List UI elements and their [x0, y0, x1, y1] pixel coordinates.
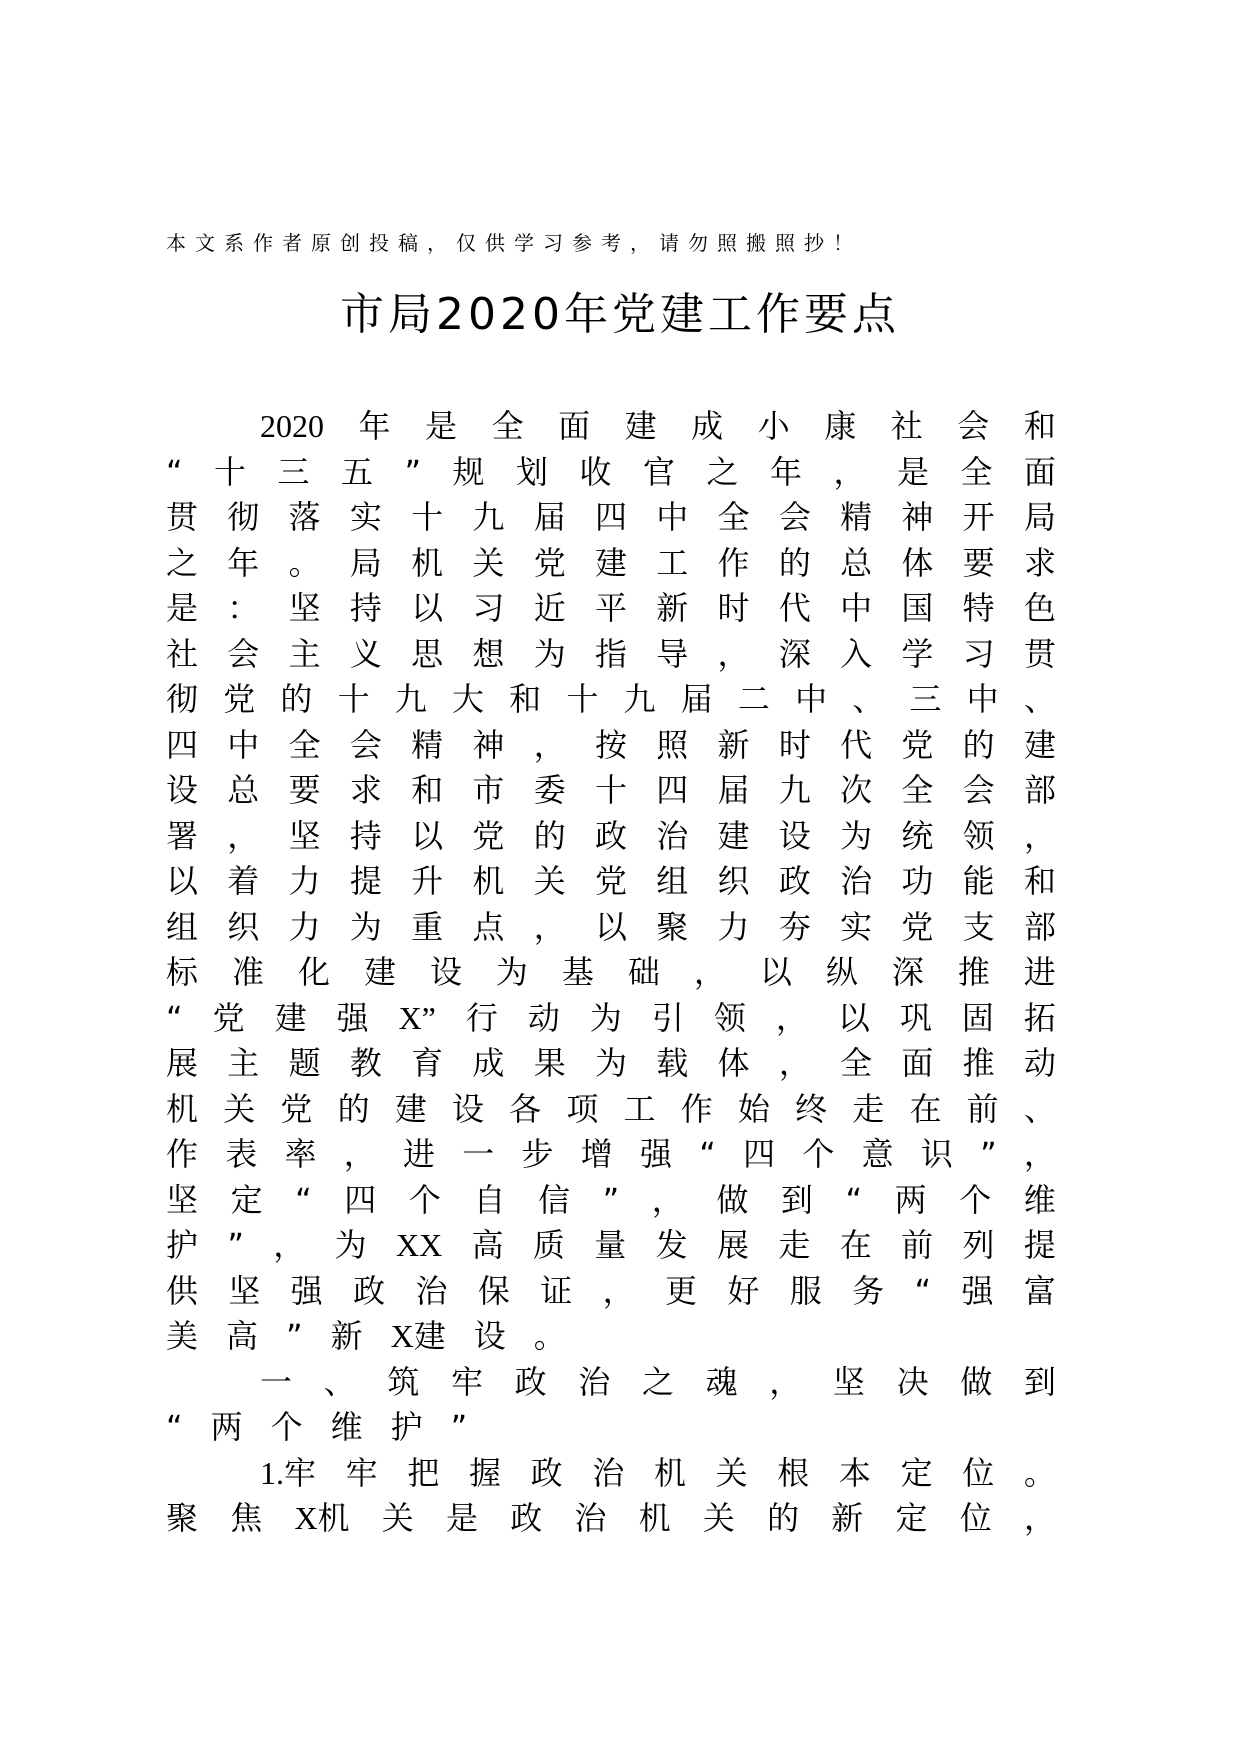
body-line: 坚 定 “ 四 个 自 信 ” ， 做 到 “ 两 个 维	[166, 1180, 1056, 1219]
body-line: 之 年 。 局 机 关 党 建 工 作 的 总 体 要 求	[166, 543, 1056, 582]
copyright-notice: 本文系作者原创投稿，仅供学习参考，请勿照搬照抄！	[166, 231, 862, 255]
body-line: 社 会 主 义 思 想 为 指 导 ， 深 入 学 习 贯	[166, 634, 1056, 673]
document-body	[166, 404, 1056, 1542]
body-line: 以 着 力 提 升 机 关 党 组 织 政 治 功 能 和	[166, 862, 1056, 900]
body-line: 美 高 ” 新 X建 设 。	[166, 1317, 566, 1355]
body-line: 是 ： 坚 持 以 习 近 平 新 时 代 中 国 特 色	[166, 589, 1056, 627]
body-line: 机 关 党 的 建 设 各 项 工 作 始 终 走 在 前 、	[166, 1089, 1056, 1128]
body-line: 供 坚 强 政 治 保 证 ， 更 好 服 务 “ 强 富	[166, 1271, 1056, 1310]
body-line: 标 准 化 建 设 为 基 础 ， 以 纵 深 推 进	[166, 953, 1056, 991]
body-line: 一 、 筑 牢 政 治 之 魂 ， 坚 决 做 到	[260, 1362, 1056, 1401]
body-line: 设 总 要 求 和 市 委 十 四 届 九 次 全 会 部	[166, 771, 1056, 809]
body-line: “ 十 三 五 ” 规 划 收 官 之 年 ， 是 全 面	[166, 452, 1056, 491]
body-line: 展 主 题 教 育 成 果 为 载 体 ， 全 面 推 动	[166, 1044, 1056, 1082]
body-line: 作 表 率 ， 进 一 步 增 强 “ 四 个 意 识 ” ，	[166, 1135, 1056, 1173]
body-line: 四 中 全 会 精 神 ， 按 照 新 时 代 党 的 建	[166, 725, 1056, 764]
body-line: 聚 焦 X机 关 是 政 治 机 关 的 新 定 位 ，	[166, 1499, 1056, 1537]
body-line: 署 ， 坚 持 以 党 的 政 治 建 设 为 统 领 ，	[166, 816, 1056, 855]
body-line: 彻 党 的 十 九 大 和 十 九 届 二 中 、 三 中 、	[166, 680, 1056, 718]
body-line: 贯 彻 落 实 十 九 届 四 中 全 会 精 神 开 局	[166, 498, 1056, 536]
body-line: 护 ” ， 为 XX 高 质 量 发 展 走 在 前 列 提	[166, 1226, 1056, 1264]
body-line: 组 织 力 为 重 点 ， 以 聚 力 夯 实 党 支 部	[166, 907, 1056, 946]
body-line: 2020 年 是 全 面 建 成 小 康 社 会 和	[260, 407, 1056, 445]
body-line: “ 党 建 强 X” 行 动 为 引 领 ， 以 巩 固 拓	[166, 998, 1056, 1037]
body-line: 1.牢 牢 把 握 政 治 机 关 根 本 定 位 。	[260, 1453, 1056, 1492]
body-line: “ 两 个 维 护 ”	[166, 1408, 468, 1446]
page-title: 市局2020年党建工作要点	[340, 289, 900, 340]
